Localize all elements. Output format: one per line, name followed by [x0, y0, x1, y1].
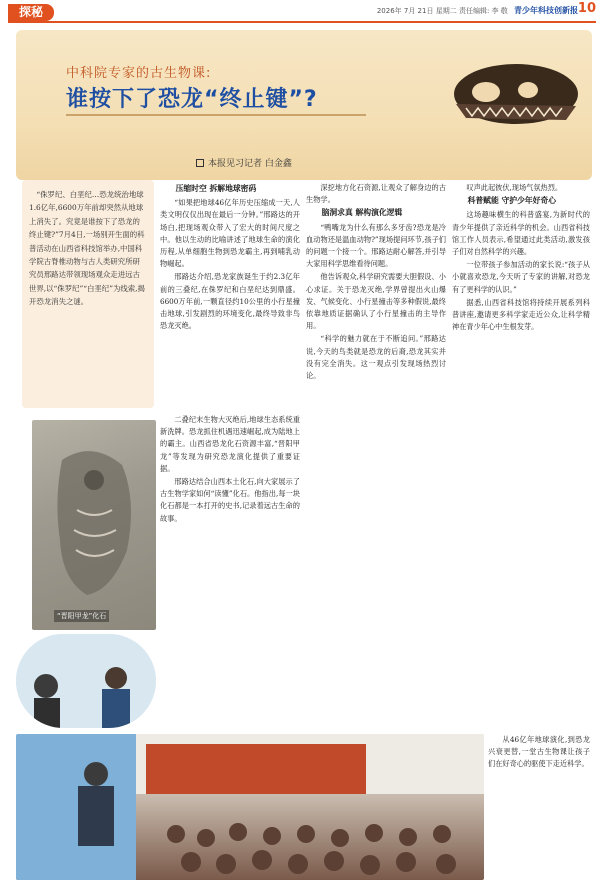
column-1-lower — [160, 414, 300, 734]
paragraph: “如果把地球46亿年历史压缩成一天,人类文明仅仅出现在最后一分钟。”邢路达的开场白,把现场观众带入了宏大的时间尺度之中。他以生动的比喻讲述了地球生命的演化历程,从单细胞生物到恐龙霸主,再到哺乳动物崛起。 — [160, 198, 300, 269]
paragraph: 他告诉观众,科学研究需要大胆假设、小心求证。关于恐龙灭绝,学界曾提出火山爆发、气候变化、小行星撞击等多种假说,最终依靠地质证据确认了小行星撞击的主导作用。 — [306, 272, 446, 331]
page-number: 10 — [577, 1, 596, 16]
article-subtitle: 中科院专家的古生物课: — [66, 66, 212, 81]
paragraph: 邢路达介绍,恐龙家族诞生于约2.3亿年前的三叠纪,在侏罗纪和白垩纪达到鼎盛。6600万年前,一颗直径约10公里的小行星撞击地球,引发剧烈的环境变化,最终导致非鸟恐龙灭绝。 — [160, 272, 300, 331]
section-heading: 脑洞求真 解构演化逻辑 — [321, 208, 403, 218]
paragraph: 一位带孩子参加活动的家长说:“孩子从小就喜欢恐龙,今天听了专家的讲解,对恐龙有了更科学的认识。” — [452, 260, 590, 294]
speaker-photo — [16, 634, 156, 728]
paragraph: 叹声此起彼伏,现场气氛热烈。 — [466, 183, 563, 192]
title-underline — [66, 114, 366, 116]
header-info — [377, 5, 578, 16]
header-brand: 青少年科技创新报 — [514, 6, 578, 15]
header-weekday: 星期二 — [435, 7, 457, 15]
fossil-image-icon — [32, 420, 156, 630]
section-heading: 压缩时空 拆解地球密码 — [175, 184, 257, 193]
lecture-hall-photo — [16, 734, 484, 880]
page-header — [0, 0, 600, 22]
paragraph: 从46亿年地球演化,到恐龙兴衰更替,一堂古生物课让孩子们在好奇心的驱使下走近科学。 — [488, 735, 590, 769]
header-rule — [8, 21, 596, 23]
column-1 — [160, 182, 300, 414]
byline-text: 本报见习记者 白金鑫 — [208, 159, 292, 169]
paragraph: “科学的魅力就在于不断追问。”邢路达说,今天的鸟类就是恐龙的后裔,恐龙其实并没有完全消失。这一观点引发现场热烈讨论。 — [306, 334, 446, 381]
paragraph: 这场趣味横生的科普盛宴,为新时代的青少年提供了亲近科学的机会。山西省科技馆工作人员表示,希望通过此类活动,激发孩子们对自然科学的兴趣。 — [452, 210, 590, 257]
paragraph: “鸭嘴龙为什么有那么多牙齿?恐龙是冷血动物还是温血动物?”现场提问环节,孩子们的问题一个接一个。邢路达耐心解答,并引导大家用科学思维看待问题。 — [306, 222, 446, 269]
paragraph: 二叠纪末生物大灭绝后,地球生态系统重新洗牌。恐龙抓住机遇迅速崛起,成为陆地上的霸主。山西省恐龙化石资源丰富,“晋阳甲龙”等发现为研究恐龙演化提供了重要证据。 — [160, 415, 300, 473]
column-2 — [306, 182, 446, 734]
header-date: 2026年 7月 21日 — [376, 7, 434, 15]
article-title: 谁按下了恐龙“终止键”? — [66, 87, 318, 112]
column-3-lower — [488, 734, 590, 882]
fossil-caption: “晋阳甲龙”化石 — [54, 610, 109, 622]
section-tag: 探秘 — [8, 4, 54, 21]
paragraph: 深挖地方化石资源,让观众了解身边的古生物学。 — [306, 183, 446, 205]
header-editor: 责任编辑: 李 敬 — [458, 7, 508, 15]
section-heading: 科普赋能 守护少年好奇心 — [467, 196, 557, 206]
paragraph: 据悉,山西省科技馆将持续开展系列科普讲座,邀请更多科学家走近公众,让科学精神在青少年心中生根发芽。 — [452, 297, 590, 332]
lecture-hall-image-icon — [16, 734, 484, 880]
paragraph: 邢路达结合山西本土化石,向大家展示了古生物学家如何“读懂”化石。他指出,每一块化石都是一本打开的史书,记录着远古生命的故事。 — [160, 477, 300, 523]
speaker-image-icon — [16, 634, 156, 728]
dinosaur-skull-icon — [436, 34, 586, 144]
intro-box — [22, 180, 154, 408]
byline — [196, 156, 292, 169]
byline-square-icon — [196, 159, 204, 167]
intro-text: “侏罗纪、白垩纪…恐龙统治地球1.6亿年,6600万年前却突然从地球上消失了。究竟是谁按下了恐龙的终止键?”7月4日,一场别开生面的科普活动在山西省科技馆举办,中国科学院古脊椎动物与古人类研究所研究员邢路达带领现场观众走进远古世界,以“侏罗纪”“白垩纪”为线索,揭开恐龙消失之谜。 — [29, 190, 145, 307]
fossil-photo — [32, 420, 156, 630]
column-3 — [452, 182, 590, 734]
title-banner — [16, 30, 592, 180]
